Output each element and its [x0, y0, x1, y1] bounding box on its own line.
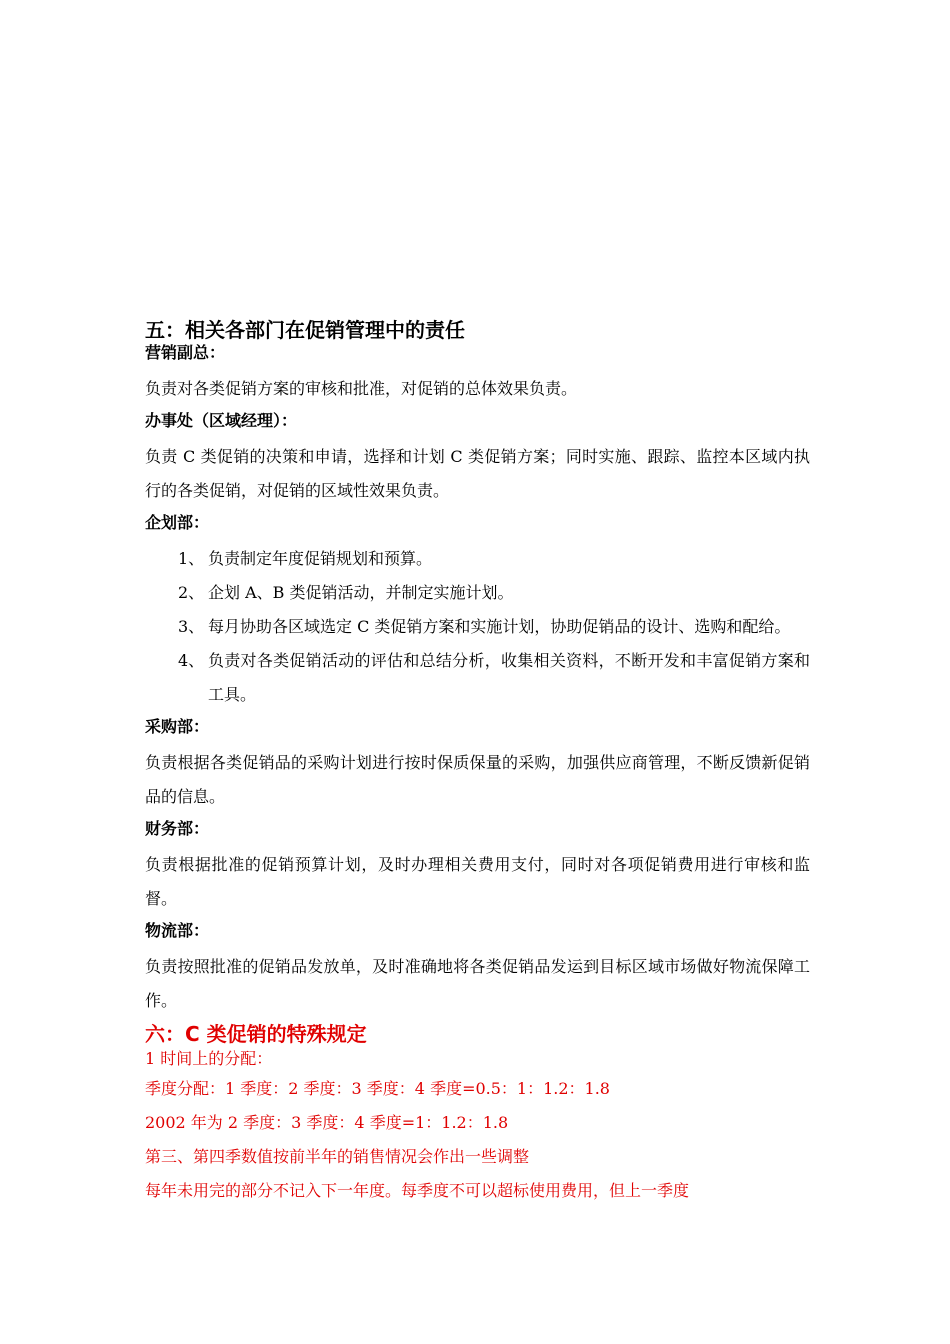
list-item [145, 644, 810, 712]
paragraph-finance-dept: 负责根据批准的促销预算计划，及时办理相关费用支付，同时对各项促销费用进行审核和监督。 [145, 855, 810, 908]
heading-logistics-dept: 物流部： [145, 921, 210, 940]
section-6-line: 第三、第四季数值按前半年的销售情况会作出一些调整 [145, 1147, 530, 1166]
heading-finance-dept: 财务部： [145, 819, 210, 838]
heading-regional-office: 办事处（区域经理）： [145, 411, 298, 430]
planning-dept-list [145, 542, 810, 712]
list-number: 1、 [178, 549, 205, 568]
list-text: 每月协助各区域选定 C 类促销方案和实施计划，协助促销品的设计、选购和配给。 [208, 617, 791, 636]
list-item [145, 542, 810, 576]
paragraph-regional-office: 负责 C 类促销的决策和申请，选择和计划 C 类促销方案；同时实施、跟踪、监控本区域内执行的各类促销，对促销的区域性效果负责。 [145, 447, 810, 500]
section-6-line: 季度分配：1 季度：2 季度：3 季度：4 季度=0.5：1：1.2：1.8 [145, 1079, 610, 1098]
list-number: 4、 [178, 651, 205, 670]
list-number: 3、 [178, 617, 205, 636]
section-6-line: 2002 年为 2 季度：3 季度：4 季度=1：1.2：1.8 [145, 1113, 509, 1132]
section-5-title: 五：相关各部门在促销管理中的责任 [145, 318, 465, 342]
heading-marketing-vp: 营销副总： [145, 343, 226, 362]
heading-purchasing-dept: 采购部： [145, 717, 210, 736]
document-body [145, 318, 810, 1208]
paragraph-purchasing-dept: 负责根据各类促销品的采购计划进行按时保质保量的采购，加强供应商管理，不断反馈新促销品的信息。 [145, 753, 810, 806]
paragraph-logistics-dept: 负责按照批准的促销品发放单，及时准确地将各类促销品发运到目标区域市场做好物流保障工作。 [145, 957, 810, 1010]
list-item [145, 576, 810, 610]
section-6-line: 每年未用完的部分不记入下一年度。每季度不可以超标使用费用，但上一季度 [145, 1181, 690, 1200]
list-text: 负责制定年度促销规划和预算。 [208, 549, 433, 568]
heading-planning-dept: 企划部： [145, 513, 210, 532]
paragraph-marketing-vp: 负责对各类促销方案的审核和批准，对促销的总体效果负责。 [145, 379, 578, 398]
list-text: 企划 A、B 类促销活动，并制定实施计划。 [208, 583, 514, 602]
list-text: 负责对各类促销活动的评估和总结分析，收集相关资料，不断开发和丰富促销方案和工具。 [208, 651, 810, 704]
section-6-line: 1 时间上的分配： [145, 1049, 273, 1068]
section-6-title: 六：C 类促销的特殊规定 [145, 1022, 367, 1046]
list-number: 2、 [178, 583, 205, 602]
list-item [145, 610, 810, 644]
